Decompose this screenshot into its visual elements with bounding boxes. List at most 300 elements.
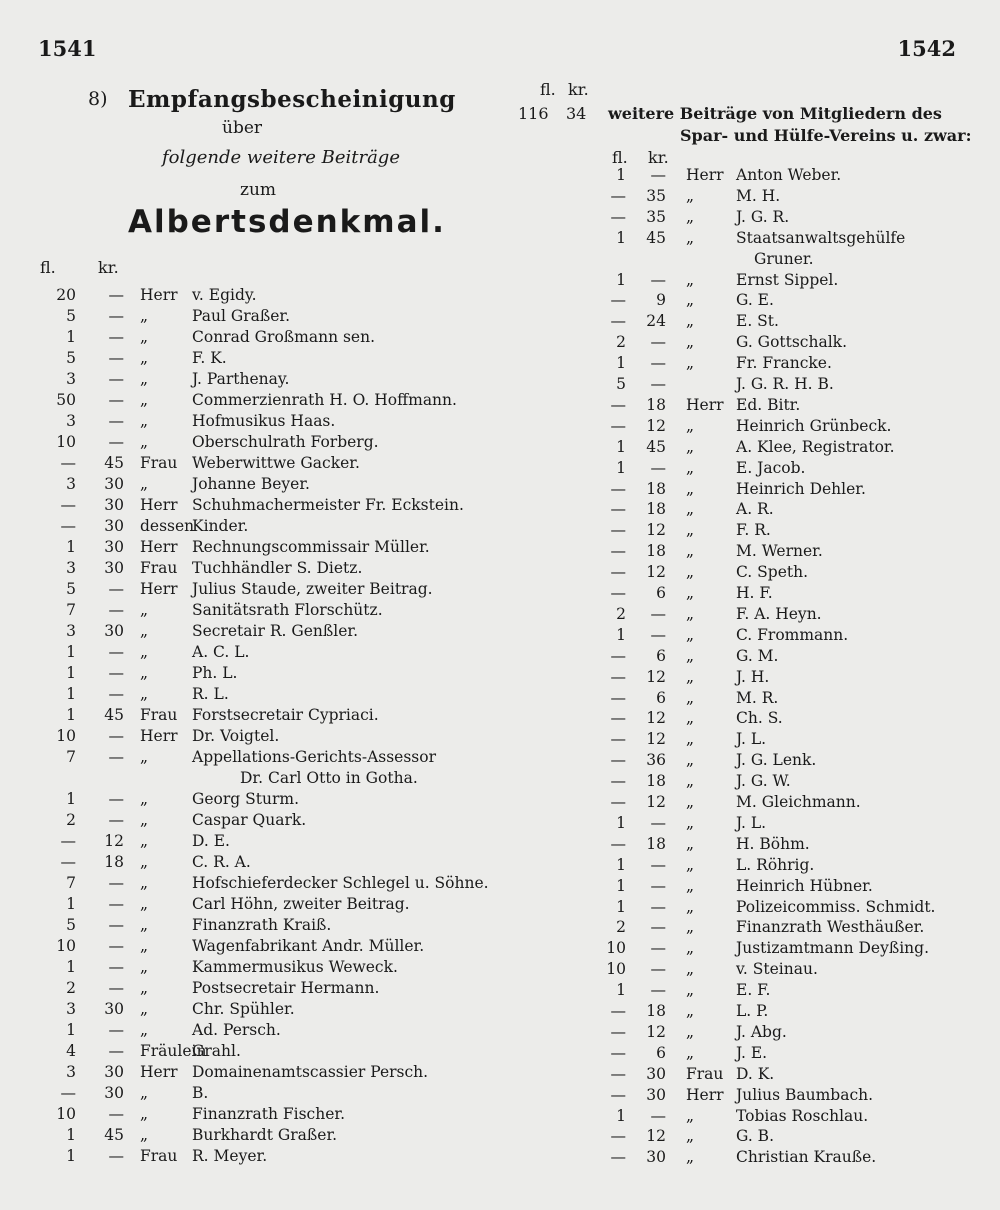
donor-name: Domainenamtscassier Persch. [192, 1063, 429, 1081]
amount-fl: 2 [66, 811, 76, 829]
amount-kr: — [108, 874, 124, 892]
entry-row [40, 914, 500, 936]
amount-kr: 9 [656, 291, 666, 310]
entry-row [40, 452, 500, 474]
honorific: „ [686, 918, 695, 937]
amount-fl: — [610, 291, 626, 310]
donor-name: G. M. [736, 646, 779, 665]
amount-kr: 6 [656, 1043, 666, 1062]
amount-kr: — [108, 979, 124, 997]
entry-row [596, 707, 966, 729]
honorific: Herr [140, 286, 178, 304]
amount-fl: — [610, 793, 626, 811]
amount-fl: 1 [616, 458, 626, 477]
donor-name: Polizeicommiss. Schmidt. [736, 897, 936, 916]
honorific: „ [686, 437, 695, 456]
amount-kr: 18 [646, 500, 666, 519]
entry-row [596, 728, 966, 750]
amount-kr: — [108, 1042, 124, 1060]
honorific: dessen [140, 517, 195, 535]
amount-fl: 3 [66, 559, 76, 577]
amount-kr: — [650, 375, 666, 393]
donor-name: Ernst Sippel. [736, 270, 839, 289]
entry-row [40, 893, 500, 915]
amount-fl: 3 [66, 412, 76, 430]
entry-row [40, 389, 500, 411]
amount-kr: 12 [646, 709, 666, 728]
amount-fl: 2 [616, 604, 626, 623]
amount-kr: 35 [646, 186, 666, 205]
amount-kr: — [650, 270, 666, 289]
donor-name: Tuchhändler S. Dietz. [192, 559, 363, 577]
honorific: Herr [140, 580, 178, 598]
honorific: „ [140, 328, 149, 346]
donor-name: Schuhmachermeister Fr. Eckstein. [192, 496, 464, 514]
honorific: „ [140, 979, 149, 997]
donor-name: Hofschieferdecker Schlegel u. Söhne. [192, 874, 489, 892]
honorific: „ [686, 939, 695, 958]
honorific: „ [686, 458, 695, 477]
right-intro-line1: weitere Beiträge von Mitgliedern des [608, 104, 942, 123]
amount-fl: 1 [616, 1106, 626, 1125]
donor-name: Finanzrath Fischer. [192, 1105, 346, 1123]
honorific: „ [140, 1105, 149, 1123]
amount-fl: — [610, 500, 626, 519]
amount-kr: 12 [646, 521, 666, 540]
entry-row [596, 1105, 966, 1127]
right-sub-kr-header: kr. [648, 148, 669, 167]
amount-kr: 30 [646, 1085, 666, 1104]
entry-row [596, 875, 966, 897]
honorific: „ [686, 897, 695, 916]
entry-row [40, 410, 500, 432]
amount-fl: 1 [66, 328, 76, 346]
amount-fl: 1 [66, 643, 76, 661]
amount-fl: 5 [616, 375, 626, 393]
amount-fl: — [610, 207, 626, 226]
amount-kr: 6 [656, 646, 666, 665]
amount-kr: 36 [646, 751, 666, 770]
amount-fl: 1 [616, 876, 626, 895]
entry-row [40, 284, 500, 306]
amount-fl: 2 [66, 979, 76, 997]
amount-fl: 2 [616, 918, 626, 937]
amount-kr: — [108, 643, 124, 661]
entry-row [596, 958, 966, 980]
amount-fl: — [610, 563, 626, 582]
donor-name: Heinrich Grünbeck. [736, 416, 892, 435]
donor-name: Chr. Spühler. [192, 1000, 295, 1018]
right-sum-fl: 116 [518, 104, 549, 123]
honorific: „ [686, 1127, 695, 1146]
entry-row [596, 854, 966, 876]
honorific: „ [686, 354, 695, 373]
donor-name: R. L. [192, 685, 229, 703]
amount-kr: — [650, 981, 666, 1000]
amount-kr: 12 [646, 793, 666, 811]
honorific: Frau [140, 706, 178, 724]
honorific: „ [140, 391, 149, 409]
honorific: „ [140, 370, 149, 388]
entry-row [40, 1061, 500, 1083]
entry-row [40, 683, 500, 705]
amount-kr: 18 [646, 1002, 666, 1020]
amount-fl: 10 [56, 433, 76, 451]
amount-fl: 1 [66, 958, 76, 976]
donor-name: D. K. [736, 1064, 775, 1083]
amount-fl: 2 [616, 333, 626, 352]
donor-name: J. G. R. H. B. [736, 375, 834, 393]
donor-name: Heinrich Hübner. [736, 876, 873, 895]
amount-kr: — [108, 286, 124, 304]
amount-kr: — [650, 625, 666, 644]
amount-kr: — [108, 1147, 124, 1165]
honorific: „ [140, 685, 149, 703]
amount-fl: — [610, 521, 626, 540]
amount-kr: 45 [104, 706, 124, 724]
entry-row [596, 812, 966, 834]
entry-row [596, 1084, 966, 1106]
entry-row [40, 347, 500, 369]
donor-name: Julius Staude, zweiter Beitrag. [192, 580, 433, 598]
entry-row [596, 352, 966, 374]
honorific: „ [686, 604, 695, 623]
honorific: „ [140, 349, 149, 367]
amount-fl: 1 [616, 625, 626, 644]
amount-fl: 5 [66, 580, 76, 598]
donor-name: R. Meyer. [192, 1147, 268, 1165]
amount-fl: 10 [56, 937, 76, 955]
donor-name: Wagenfabrikant Andr. Müller. [192, 937, 425, 955]
donor-name: A. R. [736, 500, 774, 519]
amount-kr: 12 [646, 667, 666, 686]
honorific: „ [686, 876, 695, 895]
entry-row [596, 582, 966, 604]
amount-fl: — [610, 584, 626, 602]
heading-to: zum [240, 180, 277, 200]
donor-name: Ad. Persch. [192, 1021, 281, 1039]
amount-fl: 1 [66, 538, 76, 556]
donor-name: Burkhardt Graßer. [192, 1126, 338, 1144]
amount-fl: 10 [606, 960, 626, 979]
amount-kr: 30 [646, 1064, 666, 1083]
honorific: „ [140, 874, 149, 892]
entry-row [596, 185, 966, 207]
donor-name: C. Speth. [736, 563, 809, 582]
honorific: „ [140, 622, 149, 640]
entry-row [40, 620, 500, 642]
entry-row [40, 578, 500, 600]
entry-row [596, 791, 966, 813]
donor-name: Staatsanwaltsgehülfe [736, 228, 906, 247]
entry-row [596, 436, 966, 458]
amount-fl: — [610, 1127, 626, 1146]
entry-row [596, 269, 966, 291]
entry-row [596, 164, 966, 186]
amount-fl: — [610, 312, 626, 331]
donor-name: J. G. W. [736, 772, 791, 791]
heading-over: über [222, 118, 263, 138]
donor-name: L. Röhrig. [736, 855, 815, 874]
honorific: „ [686, 981, 695, 1000]
entry-row [40, 599, 500, 621]
entry-row [40, 767, 500, 789]
honorific: „ [140, 643, 149, 661]
amount-kr: 18 [646, 834, 666, 853]
honorific: „ [140, 475, 149, 493]
entry-row [40, 1103, 500, 1125]
donor-name: Gruner. [754, 249, 814, 268]
entry-row [40, 830, 500, 852]
entry-row [596, 833, 966, 855]
amount-kr: — [108, 601, 124, 619]
donor-name: M. Gleichmann. [736, 793, 861, 811]
honorific: Frau [686, 1064, 724, 1083]
entry-row [596, 394, 966, 416]
amount-fl: — [610, 186, 626, 205]
donor-name: Ph. L. [192, 664, 238, 682]
honorific: „ [140, 937, 149, 955]
amount-fl: 1 [616, 855, 626, 874]
donor-name: Heinrich Dehler. [736, 479, 866, 498]
amount-fl: — [610, 772, 626, 791]
donor-name: M. Werner. [736, 542, 823, 561]
amount-fl: 5 [66, 916, 76, 934]
amount-fl: — [610, 1064, 626, 1083]
honorific: „ [686, 500, 695, 519]
honorific: „ [686, 207, 695, 226]
honorific: Herr [140, 538, 178, 556]
entry-row [596, 1000, 966, 1022]
honorific: „ [686, 270, 695, 289]
donor-name: Dr. Carl Otto in Gotha. [240, 769, 418, 787]
amount-kr: — [108, 790, 124, 808]
entry-row [40, 662, 500, 684]
amount-kr: 18 [646, 542, 666, 561]
donor-name: G. Gottschalk. [736, 333, 847, 352]
amount-kr: 12 [646, 730, 666, 749]
honorific: „ [686, 1106, 695, 1125]
honorific: „ [686, 688, 695, 707]
amount-fl: — [60, 517, 76, 535]
amount-kr: 30 [104, 1063, 124, 1081]
amount-fl: — [610, 834, 626, 853]
amount-fl: 1 [616, 354, 626, 373]
honorific: „ [140, 832, 149, 850]
amount-fl: — [610, 542, 626, 561]
honorific: „ [686, 646, 695, 665]
entry-row [596, 1042, 966, 1064]
honorific: „ [140, 916, 149, 934]
donor-name: F. A. Heyn. [736, 604, 822, 623]
honorific: „ [686, 709, 695, 728]
amount-kr: — [108, 391, 124, 409]
amount-kr: — [650, 166, 666, 184]
amount-fl: 10 [56, 727, 76, 745]
donor-name: Ch. S. [736, 709, 783, 728]
honorific: „ [686, 772, 695, 791]
amount-kr: 45 [104, 454, 124, 472]
amount-kr: — [650, 604, 666, 623]
donor-name: J. H. [736, 667, 770, 686]
honorific: „ [686, 1022, 695, 1041]
honorific: „ [686, 479, 695, 498]
entry-row [40, 536, 500, 558]
amount-kr: — [108, 1105, 124, 1123]
donor-name: E. F. [736, 981, 771, 1000]
amount-fl: — [610, 416, 626, 435]
amount-kr: 30 [104, 517, 124, 535]
amount-kr: 12 [646, 1127, 666, 1146]
honorific: „ [686, 312, 695, 331]
amount-fl: 1 [616, 897, 626, 916]
honorific: „ [686, 1043, 695, 1062]
donor-name: Justizamtmann Deyßing. [736, 939, 930, 958]
amount-kr: — [650, 354, 666, 373]
donor-name: Forstsecretair Cypriaci. [192, 706, 379, 724]
donor-name: C. Frommann. [736, 625, 849, 644]
donor-name: D. E. [192, 832, 230, 850]
honorific: Herr [686, 166, 724, 184]
amount-kr: 30 [104, 622, 124, 640]
entry-row [40, 788, 500, 810]
entry-row [40, 326, 500, 348]
amount-kr: — [108, 685, 124, 703]
honorific: „ [140, 433, 149, 451]
amount-fl: 1 [66, 790, 76, 808]
amount-kr: 12 [646, 416, 666, 435]
amount-kr: — [108, 412, 124, 430]
amount-kr: 30 [104, 475, 124, 493]
amount-kr: 6 [656, 688, 666, 707]
donor-name: A. C. L. [192, 643, 250, 661]
amount-kr: — [650, 876, 666, 895]
entry-row [40, 725, 500, 747]
entry-row [596, 373, 966, 395]
amount-fl: — [60, 496, 76, 514]
amount-fl: 3 [66, 370, 76, 388]
right-intro-line2: Spar- und Hülfe-Vereins u. zwar: [680, 126, 972, 145]
amount-kr: 45 [104, 1126, 124, 1144]
amount-fl: — [610, 667, 626, 686]
entry-row [40, 872, 500, 894]
amount-kr: — [650, 333, 666, 352]
honorific: „ [140, 790, 149, 808]
amount-kr: 35 [646, 207, 666, 226]
amount-fl: — [610, 1022, 626, 1041]
amount-kr: 18 [646, 772, 666, 791]
honorific: Frau [140, 1147, 178, 1165]
donor-name: v. Egidy. [192, 286, 257, 304]
entry-row [40, 494, 500, 516]
donor-name: Grahl. [192, 1042, 241, 1060]
entry-row [596, 331, 966, 353]
entry-row [596, 1125, 966, 1147]
donor-name: v. Steinau. [736, 960, 818, 979]
honorific: „ [140, 895, 149, 913]
donor-name: M. H. [736, 186, 781, 205]
amount-kr: 30 [104, 1000, 124, 1018]
amount-fl: 1 [616, 813, 626, 832]
entry-row [596, 498, 966, 520]
donor-name: Commerzienrath H. O. Hoffmann. [192, 391, 457, 409]
amount-fl: 1 [66, 1147, 76, 1165]
honorific: „ [686, 333, 695, 352]
honorific: „ [686, 855, 695, 874]
donor-name: Finanzrath Kraiß. [192, 916, 332, 934]
honorific: Herr [686, 395, 724, 414]
honorific: „ [140, 307, 149, 325]
entry-row [596, 666, 966, 688]
amount-kr: — [650, 939, 666, 958]
amount-fl: 1 [616, 437, 626, 456]
entry-row [596, 227, 966, 249]
amount-fl: 10 [606, 939, 626, 958]
amount-fl: — [610, 751, 626, 770]
honorific: „ [140, 1084, 149, 1102]
donor-name: J. E. [736, 1043, 768, 1062]
amount-fl: — [610, 479, 626, 498]
amount-kr: — [108, 958, 124, 976]
amount-kr: 24 [646, 312, 666, 331]
entry-row [40, 473, 500, 495]
amount-kr: 30 [104, 496, 124, 514]
honorific: „ [140, 958, 149, 976]
amount-fl: — [610, 730, 626, 749]
amount-fl: 5 [66, 349, 76, 367]
amount-fl: — [60, 1084, 76, 1102]
page-number-right: 1542 [897, 36, 956, 61]
entry-row [596, 206, 966, 228]
amount-kr: 12 [646, 1022, 666, 1041]
honorific: Frau [140, 559, 178, 577]
amount-fl: — [610, 1002, 626, 1020]
donor-name: Kammermusikus Weweck. [192, 958, 398, 976]
donor-name: J. L. [736, 813, 767, 832]
donor-name: Sanitätsrath Florschütz. [192, 601, 383, 619]
amount-kr: 45 [646, 228, 666, 247]
amount-fl: — [610, 1148, 626, 1167]
amount-fl: 7 [66, 874, 76, 892]
entry-row [40, 431, 500, 453]
entry-row [40, 305, 500, 327]
entry-row [40, 977, 500, 999]
donor-name: Caspar Quark. [192, 811, 307, 829]
honorific: „ [686, 793, 695, 811]
entry-row [596, 478, 966, 500]
entry-row [596, 248, 966, 270]
amount-kr: — [650, 813, 666, 832]
entry-row [596, 519, 966, 541]
donor-name: F. K. [192, 349, 227, 367]
heading-title: Empfangsbescheinigung [128, 86, 456, 113]
amount-kr: — [650, 960, 666, 979]
honorific: „ [686, 625, 695, 644]
section-number: 8) [88, 88, 108, 110]
donor-name: L. P. [736, 1002, 769, 1020]
entry-row [596, 749, 966, 771]
entry-row [40, 641, 500, 663]
amount-kr: — [108, 433, 124, 451]
entry-row [596, 540, 966, 562]
amount-fl: 1 [616, 166, 626, 184]
left-col-fl-header: fl. [40, 258, 56, 277]
entry-row [40, 1082, 500, 1104]
entry-row [40, 1040, 500, 1062]
entry-row [40, 935, 500, 957]
entry-row [40, 704, 500, 726]
entry-row [40, 368, 500, 390]
